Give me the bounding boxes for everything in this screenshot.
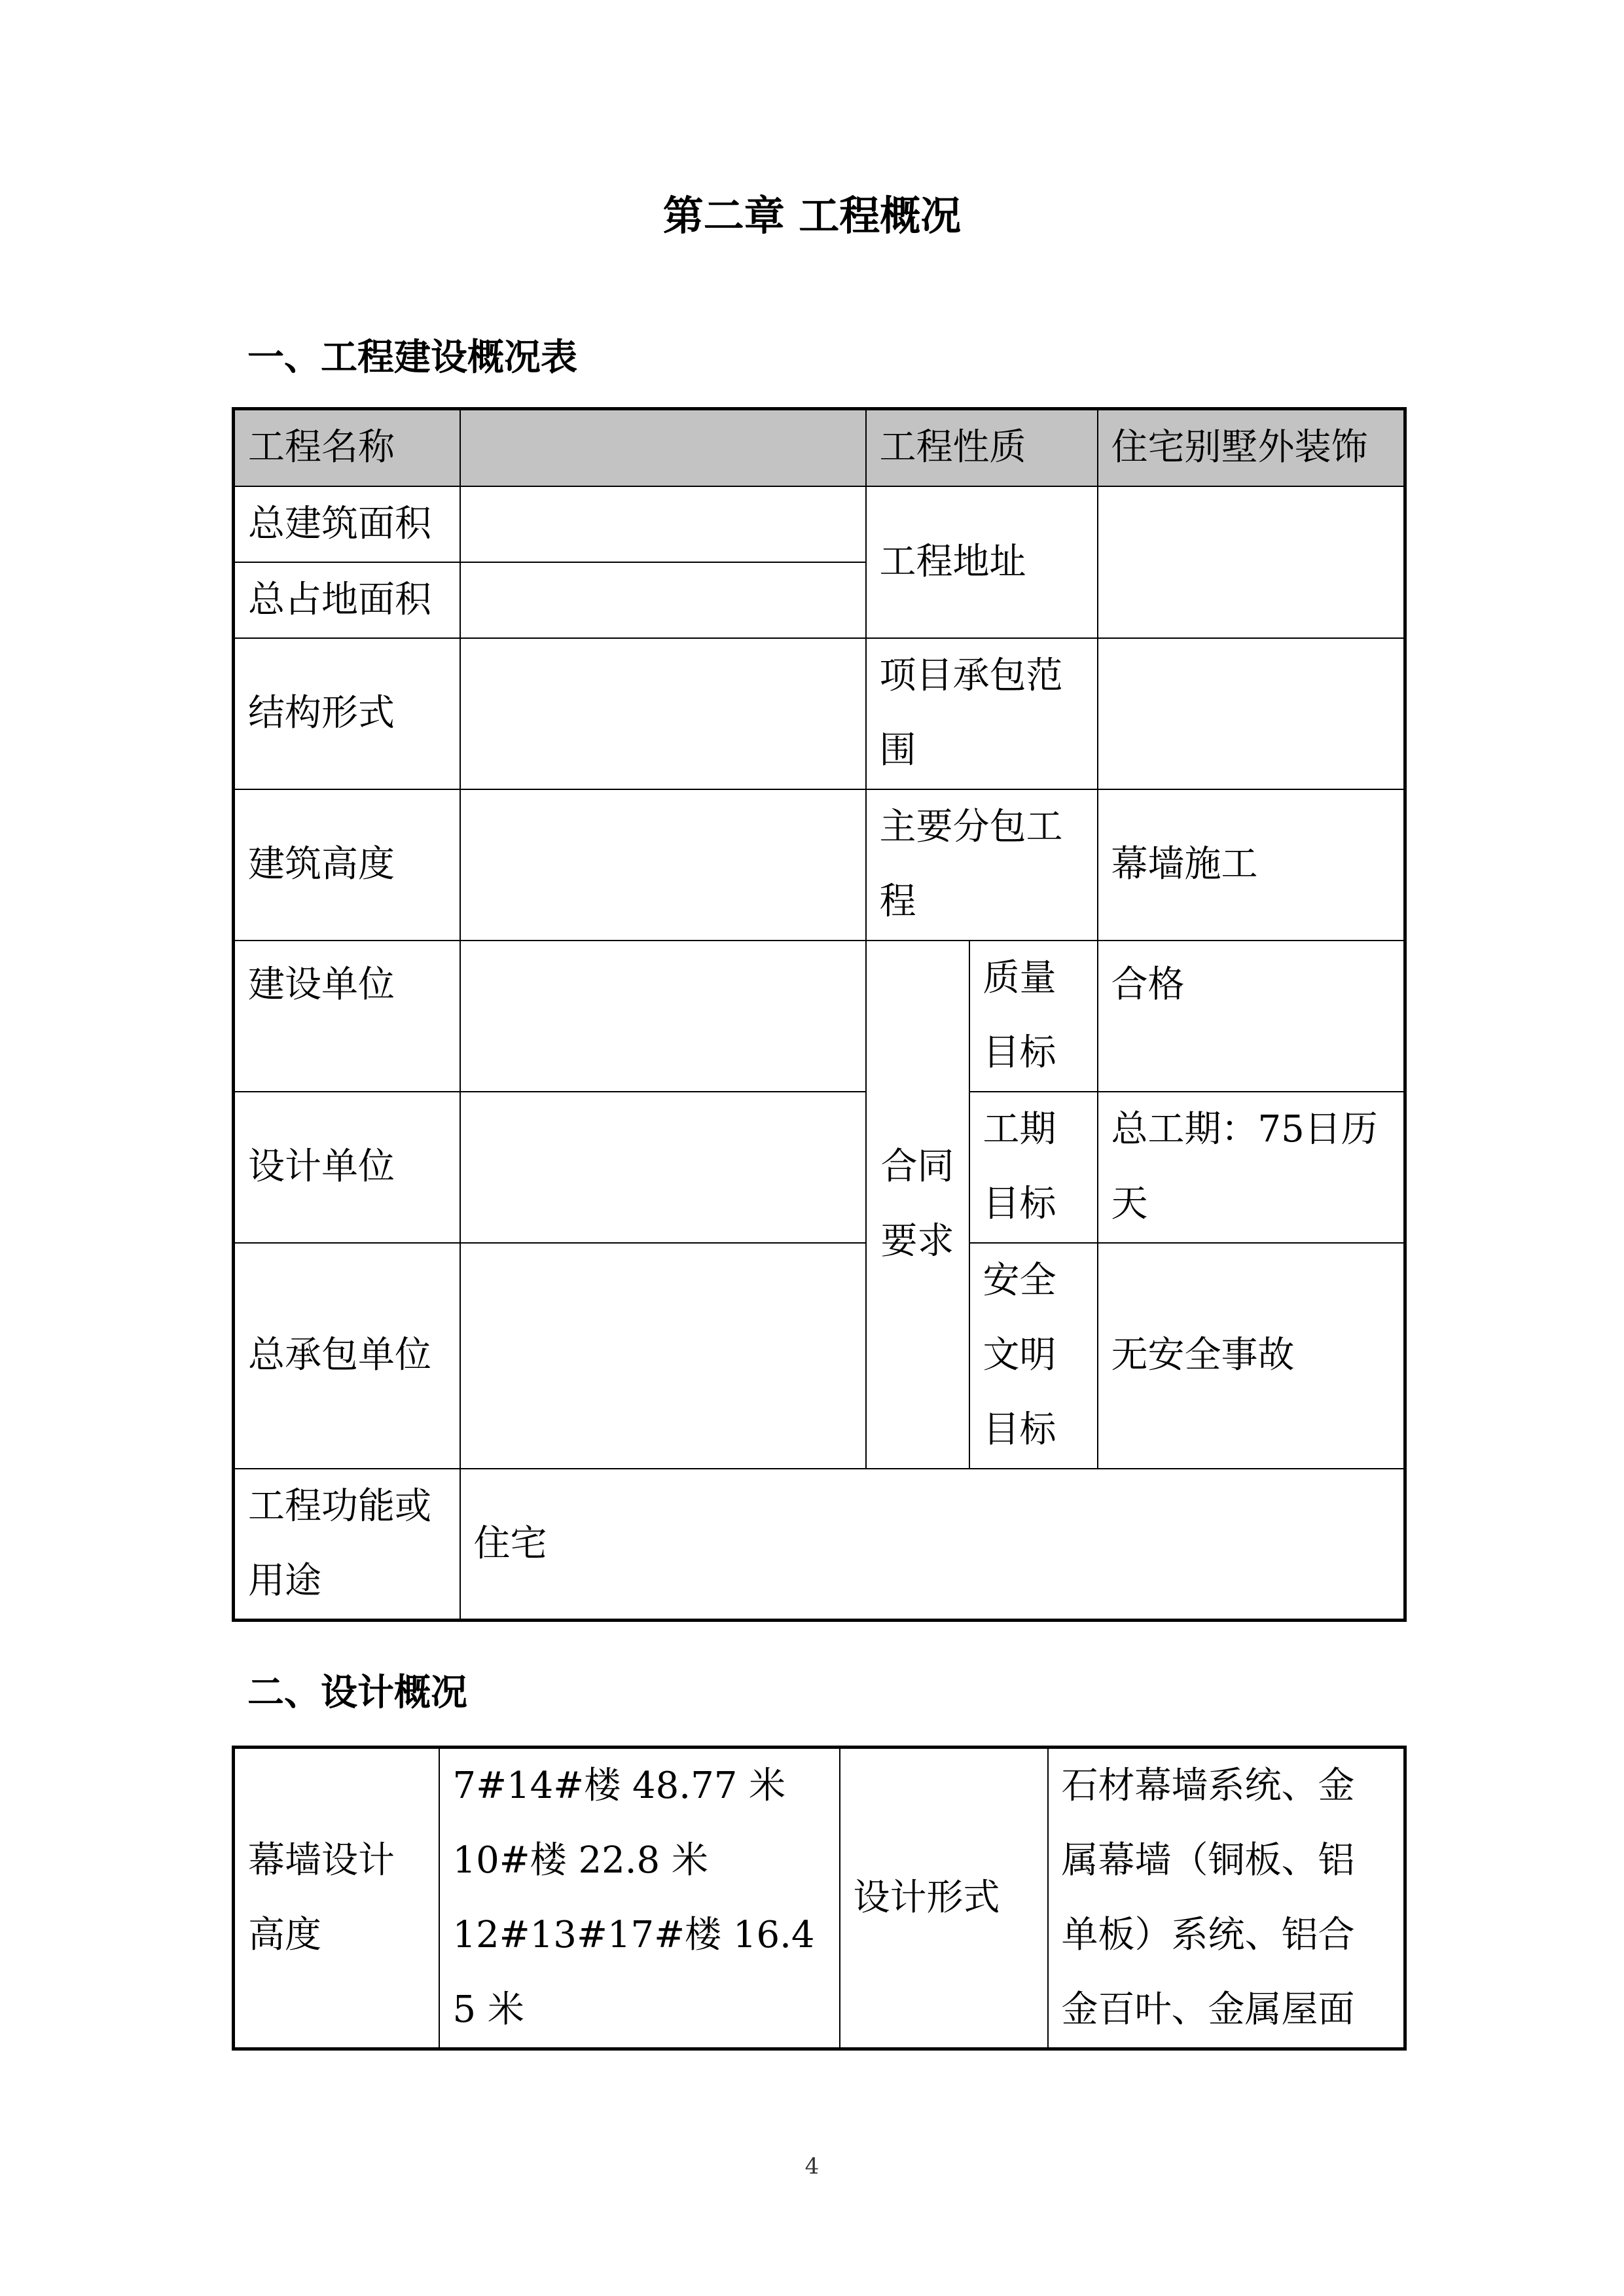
section2-heading: 二、设计概况: [247, 1671, 467, 1714]
project-overview-table: [232, 407, 1407, 1622]
project-name-value: [460, 409, 866, 486]
table-row: [234, 638, 1405, 789]
design-unit-value: [460, 1092, 866, 1243]
design-form-label: 设计形式: [840, 1748, 1048, 2049]
page-title: 第二章 工程概况: [662, 192, 962, 240]
owner-unit-value: [460, 941, 866, 1092]
table-row: [234, 1092, 1405, 1243]
project-address-value: [1098, 486, 1405, 638]
building-height-value: [460, 789, 866, 941]
total-land-area-label: 总占地面积: [234, 562, 460, 638]
general-contractor-label: 总承包单位: [234, 1243, 460, 1469]
curtain-height-values: [439, 1748, 840, 2049]
safety-target-value: 无安全事故: [1098, 1243, 1405, 1469]
main-subcontract-label: 主要分包工程: [866, 789, 1098, 941]
design-form-value: 石材幕墙系统、金属幕墙（铜板、铝单板）系统、铝合金百叶、金属屋面: [1048, 1748, 1405, 2049]
table-row: [234, 941, 1405, 1092]
contract-requirements-label: 合同要求: [866, 941, 969, 1469]
page-number: 4: [804, 2153, 820, 2179]
structure-form-value: [460, 638, 866, 789]
project-name-label: 工程名称: [234, 409, 460, 486]
design-overview-table: [232, 1746, 1407, 2051]
contract-scope-label: 项目承包范围: [866, 638, 1098, 789]
project-nature-value: 住宅别墅外装饰: [1098, 409, 1405, 486]
table-row: [234, 1748, 1405, 2049]
total-building-area-value: [460, 486, 866, 562]
total-land-area-value: [460, 562, 866, 638]
schedule-target-label: 工期目标: [969, 1092, 1098, 1243]
table-row: [234, 1243, 1405, 1469]
structure-form-label: 结构形式: [234, 638, 460, 789]
table-row: [234, 789, 1405, 941]
curtain-height-line: 10#楼 22.8 米: [452, 1839, 708, 1882]
owner-unit-label: 建设单位: [234, 941, 460, 1092]
curtain-height-line: 7#14#楼 48.77 米: [452, 1765, 786, 1807]
design-unit-label: 设计单位: [234, 1092, 460, 1243]
curtain-height-line: 12#13#17#楼 16.45 米: [452, 1914, 815, 2031]
schedule-target-value: 总工期：75日历天: [1098, 1092, 1405, 1243]
table-row: [234, 409, 1405, 486]
quality-target-label: 质量目标: [969, 941, 1098, 1092]
function-label: 工程功能或用途: [234, 1469, 460, 1621]
curtain-height-label: 幕墙设计高度: [234, 1748, 439, 2049]
table-row: [234, 486, 1405, 562]
main-subcontract-value: 幕墙施工: [1098, 789, 1405, 941]
contract-scope-value: [1098, 638, 1405, 789]
total-building-area-label: 总建筑面积: [234, 486, 460, 562]
section1-heading: 一、工程建设概况表: [247, 336, 577, 379]
project-address-label: 工程地址: [866, 486, 1098, 638]
safety-target-label: 安全文明目标: [969, 1243, 1098, 1469]
project-nature-label: 工程性质: [866, 409, 1098, 486]
quality-target-value: 合格: [1098, 941, 1405, 1092]
general-contractor-value: [460, 1243, 866, 1469]
table-row: [234, 1469, 1405, 1621]
building-height-label: 建筑高度: [234, 789, 460, 941]
function-value: 住宅: [460, 1469, 1405, 1621]
